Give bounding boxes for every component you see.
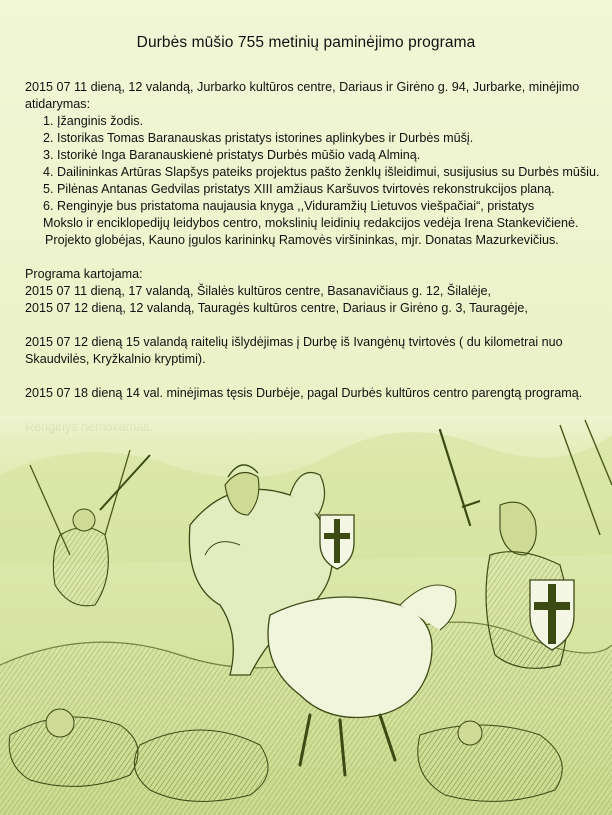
repeat-heading: Programa kartojama: — [25, 267, 143, 281]
program-item-3: 3. Istorikė Inga Baranauskienė pristatys Durbės mūšio vadą Alminą. — [43, 148, 421, 162]
program-item-6: 6. Renginyje bus pristatoma naujausia knyga ,,Viduramžių Lietuvos viešpačiai“, pristatys — [43, 199, 535, 213]
program-item-2: 2. Istorikas Tomas Baranauskas pristatys istorines aplinkybes ir Durbės mūšį. — [43, 131, 474, 145]
finale-line: 2015 07 18 dieną 14 val. minėjimas tęsis Durbėje, pagal Durbės kultūros centro parengtą programą. — [25, 386, 583, 400]
battle-scene-illustration — [0, 415, 612, 815]
program-item-1: 1. Įžanginis žodis. — [43, 114, 144, 128]
ride-line-1: 2015 07 12 dieną 15 valandą raitelių išlydėjimas į Durbę iš Ivangėnų tvirtovės ( du kilometrai nuo — [25, 335, 563, 349]
ride-line-2: Skaudvilės, Kryžkalnio kryptimi). — [25, 352, 206, 366]
page-title: Durbės mūšio 755 metinių paminėjimo programa — [136, 34, 476, 51]
program-item-6-continuation-2: Projekto globėjas, Kauno įgulos karininkų Ramovės viršininkas, mjr. Donatas Mazurkevičius. — [45, 233, 559, 247]
opening-line-2: atidarymas: — [25, 97, 91, 111]
repeat-line-2: 2015 07 12 dieną, 12 valandą, Tauragės kultūros centre, Dariaus ir Girėno g. 3, Tauragėje, — [25, 301, 528, 315]
program-item-4: 4. Dailininkas Artūras Slapšys pateiks projektus pašto ženklų išleidimui, susijusius su Durbės mūšiu. — [43, 165, 600, 179]
program-item-6-continuation-1: Mokslo ir enciklopedijų leidybos centro, mokslinių leidinių redakcijos vedėja Irena Stankevičienė. — [43, 216, 579, 230]
program-item-5: 5. Pilėnas Antanas Gedvilas pristatys XIII amžiaus Karšuvos tvirtovės rekonstrukcijos planą. — [43, 182, 555, 196]
opening-line-1: 2015 07 11 dieną, 12 valandą, Jurbarko kultūros centre, Dariaus ir Girėno g. 94, Jurbarke, minėjimo — [25, 80, 580, 94]
repeat-line-1: 2015 07 11 dieną, 17 valandą, Šilalės kultūros centre, Basanavičiaus g. 12, Šilalėje, — [25, 284, 492, 298]
